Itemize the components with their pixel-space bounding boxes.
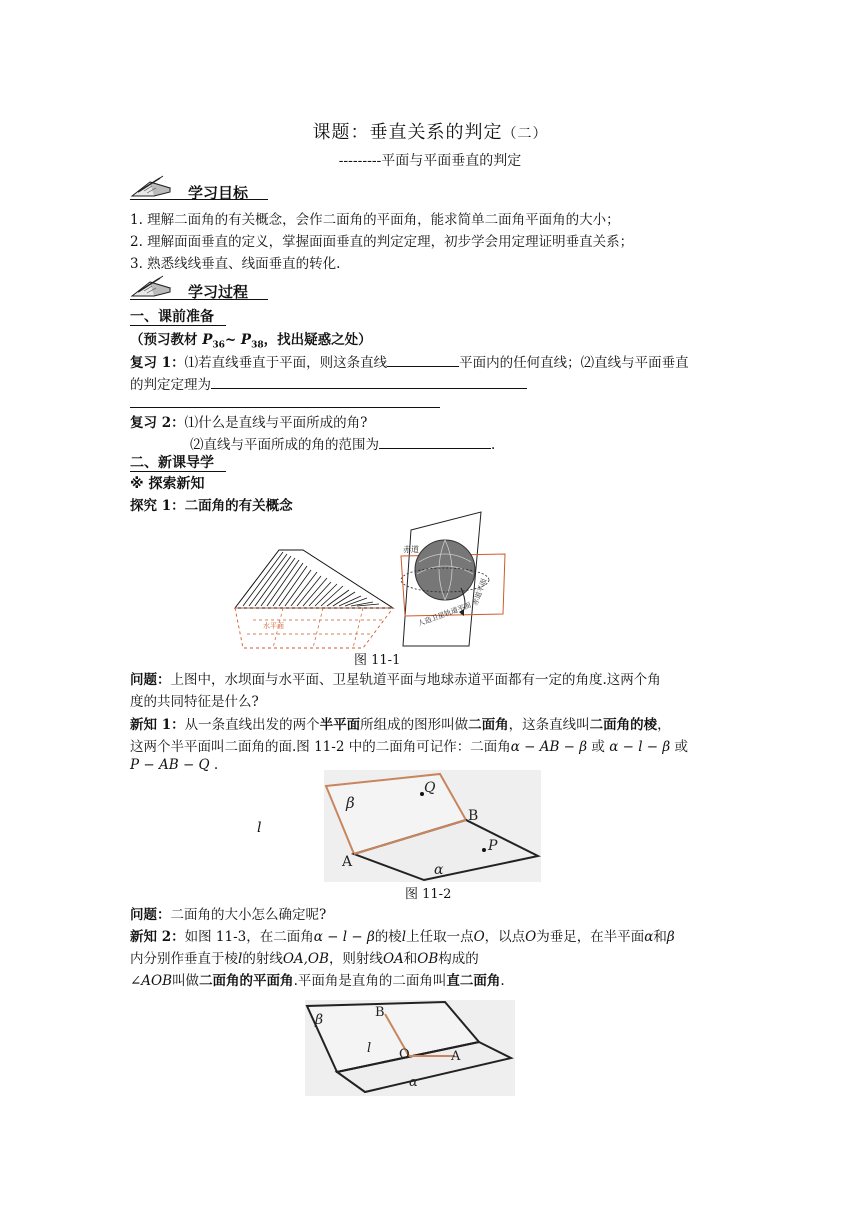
svg-text:O: O	[399, 1047, 410, 1062]
figure-caption: 图 11-2	[405, 887, 452, 902]
svg-text:α: α	[434, 862, 444, 878]
blank-field[interactable]	[379, 448, 491, 449]
inquiry-1: 探究 1：二面角的有关概念	[130, 498, 293, 514]
svg-text:Q: Q	[424, 780, 436, 796]
new-knowledge-2-cont2: ∠AOB叫做二面角的平面角.平面角是直角的二面角叫直二面角.	[130, 973, 505, 989]
question-1: 问题：上图中，水坝面与水平面、卫星轨道平面与地球赤道平面都有一定的角度.这两个角	[130, 672, 661, 688]
question-2: 问题：二面角的大小怎么确定呢?	[130, 907, 327, 923]
new-knowledge-2: 新知 2：如图 11-3，在二面角α − l − β的棱l上任取一点O，以点O为垂足，在半平面α和β	[130, 929, 675, 945]
section-heading-goals: 学习目标	[188, 184, 249, 202]
svg-text:β: β	[315, 1012, 324, 1028]
goal-item: 1. 理解二面角的有关概念，会作二面角的平面角，能求简单二面角平面角的大小；	[130, 212, 620, 228]
svg-text:P: P	[488, 838, 498, 854]
svg-text:l: l	[367, 1041, 372, 1056]
divider	[130, 325, 226, 326]
svg-text:B: B	[468, 808, 479, 824]
figure-caption: 图 11-1	[354, 653, 401, 668]
edge-label-l: l	[257, 820, 262, 836]
svg-text:α: α	[409, 1075, 418, 1090]
section-heading-process: 学习过程	[188, 283, 249, 301]
preview-note: （预习教材 $P_{36}\sim$ $P_{38}$，找出疑惑之处）	[130, 332, 372, 351]
blank-field[interactable]	[211, 388, 527, 389]
divider	[130, 199, 268, 200]
blank-field[interactable]	[387, 366, 459, 367]
divider	[130, 299, 268, 300]
svg-text:赤道平面: 赤道平面	[471, 577, 489, 607]
svg-text:β: β	[346, 794, 355, 812]
dam-illustration	[235, 550, 393, 648]
blank-line[interactable]	[130, 407, 440, 408]
explore-heading: ※ 探索新知	[130, 476, 205, 492]
figure-11-1	[233, 510, 508, 650]
goal-item: 3. 熟悉线线垂直、线面垂直的转化.	[130, 256, 341, 272]
part-heading-new-lesson: 二、新课导学	[130, 455, 214, 471]
svg-text:赤道: 赤道	[403, 545, 419, 554]
new-knowledge-1: 新知 1：从一条直线出发的两个半平面所组成的图形叫做二面角，这条直线叫二面角的棱，	[130, 717, 671, 733]
svg-text:水平面: 水平面	[263, 622, 284, 630]
svg-text:A: A	[451, 1049, 461, 1064]
new-knowledge-1-cont: 这两个半平面叫二面角的面.图 11-2 中的二面角可记作：二面角α − AB − β 或 α − l − β 或	[130, 739, 689, 755]
book-pen-icon	[130, 174, 174, 198]
globe-illustration	[401, 512, 505, 646]
page-title: 课题：垂直关系的判定（二）	[312, 122, 548, 143]
divider	[130, 471, 226, 472]
review-1: 复习 1：⑴若直线垂直于平面，则这条直线 平面内的任何直线；⑵直线与平面垂直	[130, 355, 689, 371]
review-1-cont: 的判定定理为	[130, 373, 527, 393]
new-knowledge-2-cont: 内分别作垂直于棱l的射线OA,OB，则射线OA和OB构成的	[130, 951, 479, 967]
review-2-cont: ⑵直线与平面所成的角的范围为 .	[190, 437, 496, 453]
new-knowledge-1-cont2: P − AB − Q .	[130, 757, 219, 773]
part-heading-preparation: 一、课前准备	[130, 309, 214, 325]
svg-text:A: A	[342, 854, 353, 870]
figure-11-3	[305, 1000, 515, 1096]
review-2: 复习 2：⑴什么是直线与平面所成的角?	[130, 415, 368, 431]
page-subtitle: ---------平面与平面垂直的判定	[338, 153, 522, 169]
svg-text:人造卫星轨道平面: 人造卫星轨道平面	[416, 601, 473, 628]
question-1-cont: 度的共同特征是什么?	[130, 694, 259, 710]
book-pen-icon	[130, 274, 174, 298]
figure-11-2	[324, 770, 541, 882]
svg-text:B: B	[375, 1005, 385, 1020]
goal-item: 2. 理解面面垂直的定义，掌握面面垂直的判定定理，初步学会用定理证明垂直关系；	[130, 234, 634, 250]
